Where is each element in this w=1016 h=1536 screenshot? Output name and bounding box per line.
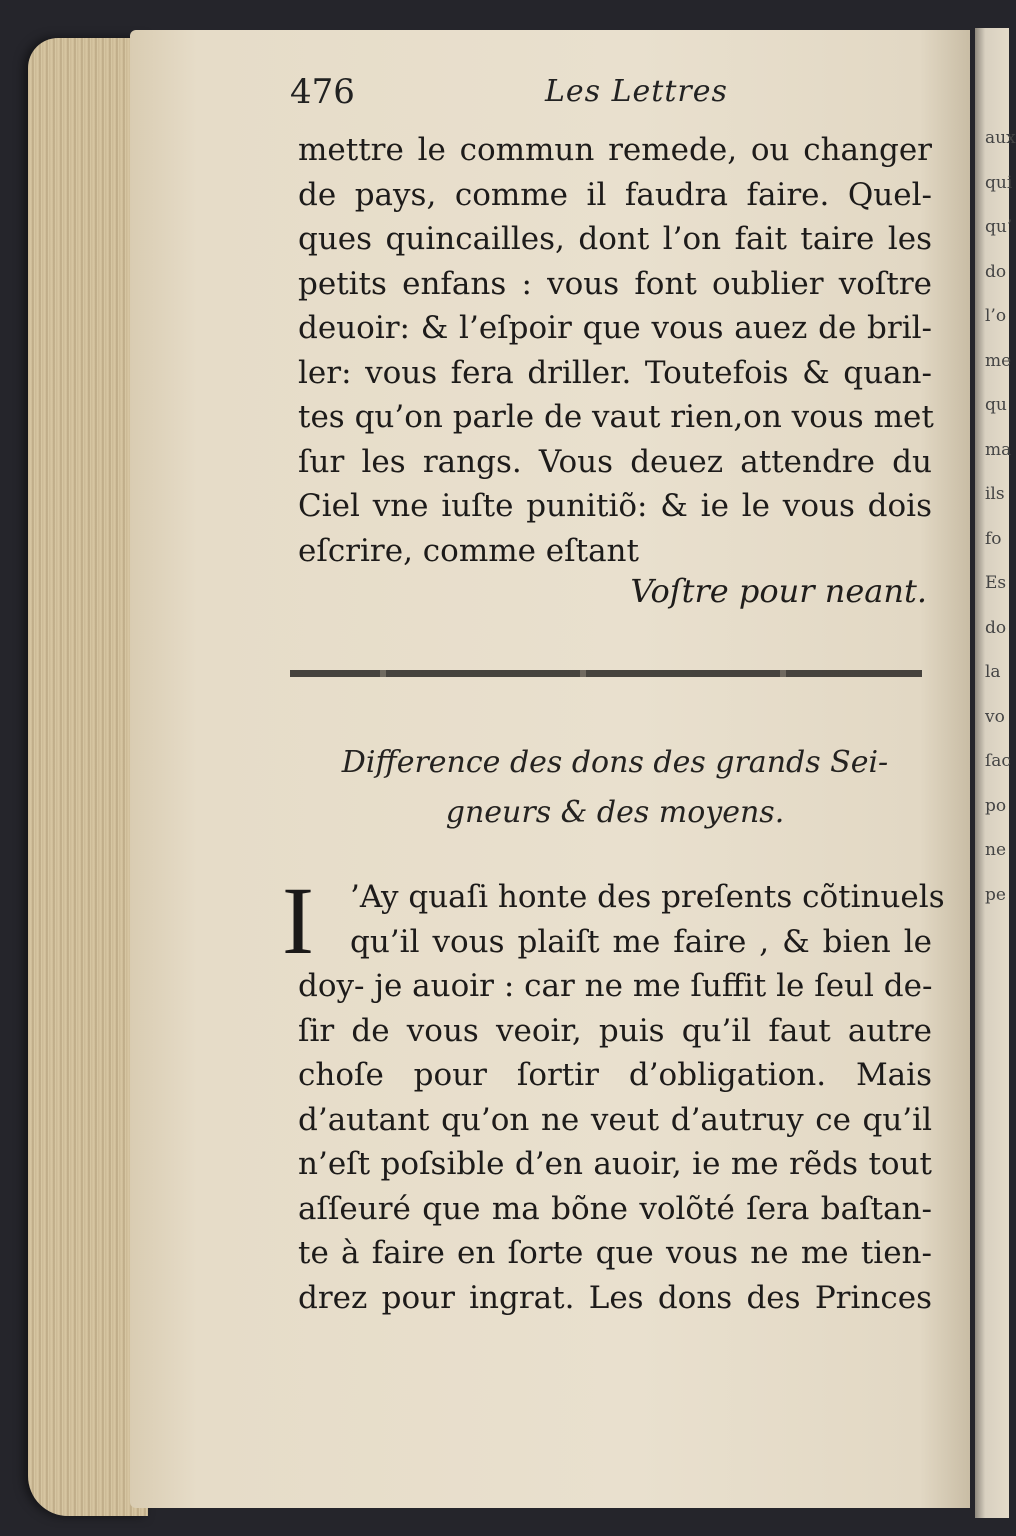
running-title: Les Lettres [545, 74, 728, 109]
facing-page-fragment: fo [985, 528, 1002, 549]
text-line: aſſeuré que ma bõne volõté ſera baſtan- [298, 1190, 932, 1227]
text-line: doy- je auoir : car ne me ſuffit le ſeul de- [298, 968, 933, 1004]
text-line: mettre le commun remede, ou changer [298, 132, 932, 168]
facing-page-fragment: qu [985, 395, 1007, 415]
text-line: ſir de vous veoir, puis qu’il faut autre [298, 1012, 932, 1049]
facing-page-fragment: ils [985, 484, 1005, 504]
facing-page-fragment: ma [985, 439, 1012, 460]
facing-page-fragment: do [985, 617, 1007, 638]
facing-page-fragment: po [985, 795, 1007, 816]
heading-line: Difference des dons des grands Sei- [341, 745, 889, 780]
facing-page-fragment: ne [985, 840, 1007, 860]
facing-page-fragment: me [985, 350, 1012, 371]
facing-page-fragment: qu’ [985, 217, 1013, 237]
ornamental-rule [290, 670, 922, 677]
text-line: ler: vous fera driller. Toutefois & quan- [298, 354, 932, 391]
text-line: tes qu’on parle de vaut rien,on vous met [298, 399, 934, 435]
text-line: ’Ay quaſi honte des preſents cõtinuels [350, 879, 945, 915]
facing-page-fragment: do [985, 261, 1007, 282]
page-header [290, 72, 930, 116]
text-line: ſur les rangs. Vous deuez attendre du [298, 443, 932, 480]
text-line: choſe pour ſortir d’obligation. Mais [298, 1057, 932, 1093]
text-line: n’eſt poſsible d’en auoir, ie me rẽds tout [298, 1146, 932, 1182]
facing-page-fragment: ſac [985, 751, 1011, 771]
section-heading [298, 738, 932, 838]
text-line: drez pour ingrat. Les dons des Princes [298, 1279, 932, 1316]
letter-signature: Voſtre pour neant. [630, 572, 927, 610]
facing-page-fragment: vo [985, 706, 1005, 727]
drop-cap: I [282, 867, 314, 974]
facing-page-fragment: la [985, 662, 1001, 682]
facing-page-edge [975, 28, 1012, 1518]
facing-page-fragment: Es [985, 573, 1007, 593]
text-line: qu’il vous plaiſt me faire , & bien le [350, 923, 932, 960]
text-line: d’autant qu’on ne veut d’autruy ce qu’il [298, 1101, 932, 1138]
page-number: 476 [290, 72, 355, 112]
letter-body [298, 128, 932, 573]
text-line: eſcrire, comme eſtant [298, 532, 639, 569]
text-line: petits enfans : vous font oublier voſtre [298, 265, 932, 302]
text-line: de pays, comme il faudra faire. Quel- [298, 176, 932, 213]
text-line: te à faire en ſorte que vous ne me tien- [298, 1235, 932, 1271]
facing-page-fragment: qui [985, 172, 1013, 193]
text-line: ques quincailles, dont l’on fait taire les [298, 221, 932, 257]
facing-page-fragment: l’o [985, 306, 1007, 326]
facing-page-fragment: aux [985, 128, 1016, 148]
text-line: Ciel vne iuſte punitiõ: & ie le vous dois [298, 488, 932, 524]
heading-line: gneurs & des moyens. [445, 795, 785, 830]
section-body [298, 875, 945, 1320]
text-line: deuoir: & l’eſpoir que vous auez de bril- [298, 310, 932, 346]
facing-page-fragment: pe [985, 884, 1006, 905]
